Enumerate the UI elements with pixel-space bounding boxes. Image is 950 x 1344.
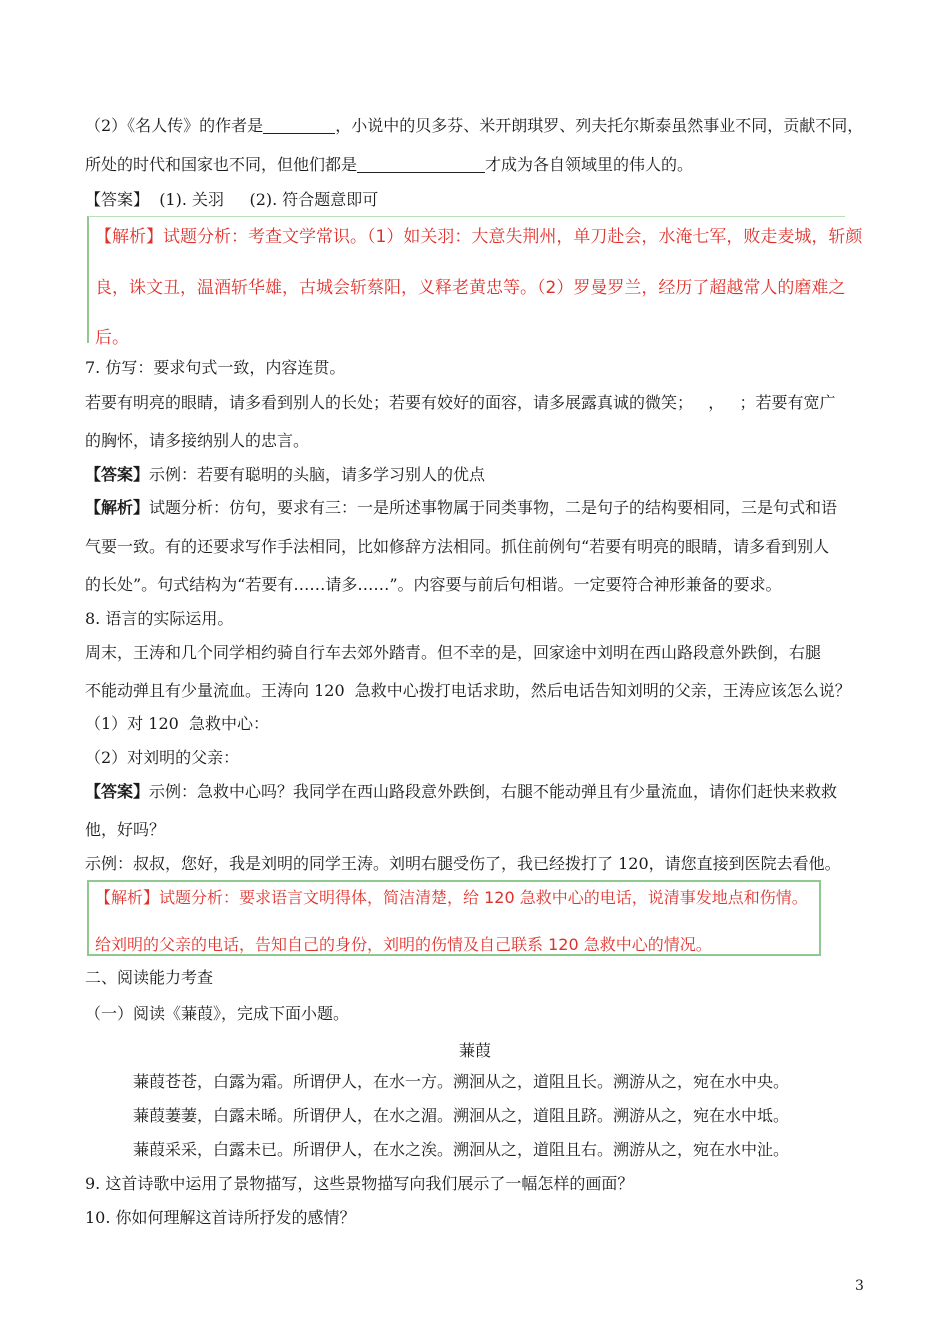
poem-line-2: 蒹葭萋萋，白露未晞。所谓伊人，在水之湄。溯洄从之，道阻且跻。溯游从之，宛在水中坻。 (133, 1106, 790, 1125)
q7-analysis-line-3: 的长处”。句式结构为“若要有……请多……”。内容要与前后句相谐。一定要符合神形兼备的要求。 (85, 575, 782, 594)
q6-part2-middle: ，小说中的贝多芬、米开朗琪罗、列夫托尔斯泰虽然事业不同，贡献不同， (335, 116, 864, 135)
section-heading: 二、阅读能力考查 (85, 968, 214, 987)
q7-answer (85, 465, 485, 485)
poem-line-3: 蒹葭采采，白露未已。所谓伊人，在水之涘。溯洄从之，道阻且右。溯游从之，宛在水中沚。 (133, 1140, 790, 1159)
q9: 9. 这首诗歌中运用了景物描写，这些景物描写向我们展示了一幅怎样的画面？ (85, 1174, 634, 1193)
q6-analysis-line-2: 良，诛文丑，温酒斩华雄，古城会斩蔡阳，义释老黄忠等。（2）罗曼罗兰，经历了超越常人的磨难之 (95, 278, 846, 298)
q8-answer-line-1 (85, 782, 837, 802)
analysis-tag: 【解析】 (85, 498, 150, 517)
q6-part2-line2-prefix: 所处的时代和国家也不同，但他们都是 (85, 155, 358, 174)
q8-answer-line-3: 示例：叔叔，您好，我是刘明的同学王涛。刘明右腿受伤了，我已经拨打了 120，请您直接到医院去看他。 (85, 854, 841, 873)
q10: 10. 你如何理解这首诗所抒发的感情？ (85, 1208, 356, 1227)
section-sub: （一）阅读《蒹葭》，完成下面小题。 (85, 1004, 350, 1023)
q6-analysis-box (87, 216, 863, 348)
q7-analysis-text-1: 试题分析：仿句，要求有三：一是所述事物属于同类事物，二是句子的结构要相同，三是句式和语 (149, 498, 838, 517)
answer-tag: 【答案】 (85, 782, 150, 801)
answer-blank-2 (357, 156, 485, 173)
q8-analysis-line-2: 给刘明的父亲的电话，告知自己的身份，刘明的伤情及自己联系 120 急救中心的情况。 (95, 935, 712, 954)
q8-answer-text-1: 示例：急救中心吗？我同学在西山路段意外跌倒，右腿不能动弹且有少量流血，请你们赶快来救救 (149, 782, 838, 801)
q8-title: 8. 语言的实际运用。 (85, 609, 234, 628)
page-number: 3 (855, 1278, 864, 1294)
q7-title: 7. 仿写：要求句式一致，内容连贯。 (85, 358, 346, 377)
q6-part2-prefix: （2）《名人传》的作者是 (85, 116, 264, 135)
q6-answer (85, 190, 378, 210)
q6-part2-line1 (85, 116, 863, 136)
q8-line2: 不能动弹且有少量流血。王涛向 120 急救中心拨打电话求助，然后电话告知刘明的父亲，王涛应该怎么说？ (85, 681, 851, 700)
answer-tag: 【答案】 (85, 190, 150, 209)
q8-line1: 周末，王涛和几个同学相约骑自行车去郊外踏青。但不幸的是，回家途中刘明在西山路段意外跌倒，右腿 (85, 643, 822, 662)
answer-blank-1 (263, 117, 335, 134)
q8-sub2: （2）对刘明的父亲： (85, 748, 240, 767)
q6-part2-line2 (85, 155, 693, 175)
q8-analysis-box (87, 880, 821, 956)
q7-line2: 的胸怀，请多接纳别人的忠言。 (85, 431, 310, 450)
poem-title: 蒹葭 (458, 1041, 491, 1060)
q6-part2-line2-suffix: 才成为各自领域里的伟人的。 (485, 155, 694, 174)
poem-line-1: 蒹葭苍苍，白露为霜。所谓伊人，在水一方。溯洄从之，道阻且长。溯游从之，宛在水中央。 (133, 1072, 790, 1091)
answer-tag: 【答案】 (85, 465, 150, 484)
q8-sub1: （1）对 120 急救中心： (85, 714, 269, 733)
q7-answer-text: 示例：若要有聪明的头脑，请多学习别人的优点 (149, 465, 486, 484)
q6-answer-text: (1). 关羽 (2). 符合题意即可 (149, 190, 379, 209)
q6-analysis-line-3: 后。 (95, 328, 129, 348)
q7-analysis-line-1 (85, 498, 837, 518)
q8-answer-line-2: 他，好吗？ (85, 820, 166, 839)
q6-analysis-line-1: 【解析】试题分析：考查文学常识。（1）如关羽：大意失荆州，单刀赴会，水淹七军，败走麦城，斩颜 (95, 227, 863, 247)
q8-analysis-line-1: 【解析】试题分析：要求语言文明得体，简洁清楚，给 120 急救中心的电话，说清事发地点和伤情。 (95, 888, 808, 907)
q7-analysis-line-2: 气要一致。有的还要求写作手法相同，比如修辞方法相同。抓住前例句“若要有明亮的眼睛，请多看到别人 (85, 537, 830, 556)
q7-line1: 若要有明亮的眼睛，请多看到别人的长处；若要有姣好的面容，请多展露真诚的微笑； ， ；若要有宽广 (85, 393, 836, 412)
